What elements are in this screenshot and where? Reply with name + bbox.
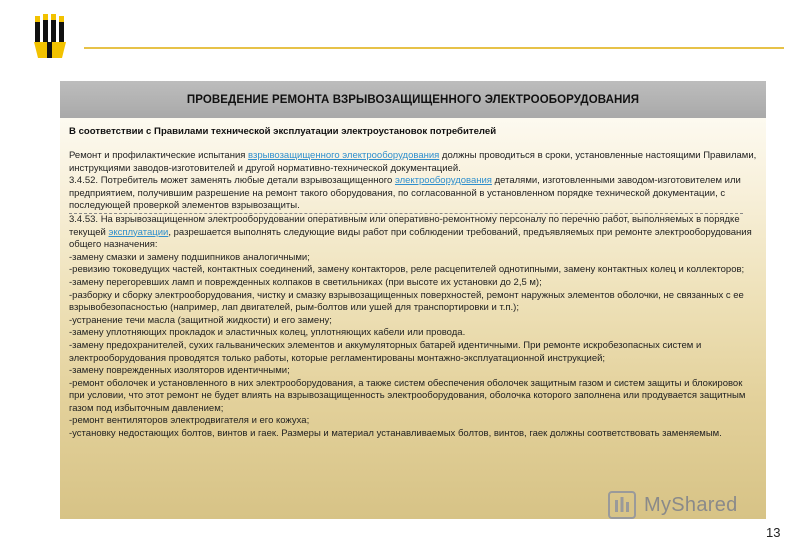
list-item: -установку недостающих болтов, винтов и гаек. Размеры и материал устанавливаемых болтов, винтов, гаек должны соответствовать заменяемым. (69, 428, 722, 440)
intro-text-end: должны проводиться в сроки, установленные настоящими Правилами, инструкциями заводов-изготовителей и другой нормативно-технической документацией. (69, 150, 757, 174)
intro-paragraph (69, 150, 758, 175)
content-panel (60, 118, 766, 519)
clause-3-4-52-link[interactable]: электрооборудования (394, 175, 492, 187)
company-logo (32, 14, 72, 62)
list-item: -разборку и сборку электрооборудования, чистку и смазку взрывозащищенных поверхностей, ремонт наружных элементов оболочки, не связанных с ее взрывобезопасностью (например, лап двигателей, рым-болтов или ушей для транспортировки и т.п.); (69, 289, 744, 314)
page-number: 13 (766, 525, 781, 540)
clause-3-4-52-start: 3.4.52. Потребитель может заменять любые детали взрывозащищенного (69, 175, 395, 187)
panel-subtitle: В соответствии с Правилами технической эксплуатации электроустановок потребителей (69, 126, 497, 137)
clause-3-4-53-link[interactable]: эксплуатации (108, 226, 169, 238)
list-item: -замену перегоревших ламп и поврежденных колпаков в светильниках (при высоте их установки до 2,5 м); (69, 276, 542, 288)
slide-header (60, 81, 766, 118)
list-item: -ремонт оболочек и установленного в них электрооборудования, а также систем обеспечения оболочек защитным газом и систем защиты и блокировок при условии, что этот ремонт не будет влиять на взрывозащищенность электрооборудования, оболочка которого заполнена или продувается защитным газом под избыточным давлением; (69, 377, 746, 414)
top-accent-line (84, 47, 784, 49)
list-item: -устранение течи масла (защитной жидкости) и его замену; (69, 314, 332, 326)
clause-3-4-52-end: деталями, изготовленными заводом-изготовителем или предприятием, получившим разрешение на ремонт такого оборудования, по согласованной в установленном порядке технической документации, с последующей проверкой элементов взрывозащиты. (69, 175, 741, 212)
clause-3-4-52 (69, 175, 758, 213)
clause-3-4-53 (69, 214, 758, 252)
panel-body (69, 150, 758, 441)
myshared-logo-icon (608, 491, 636, 519)
list-item: -замену поврежденных изоляторов идентичными; (69, 365, 290, 377)
clause-3-4-53-start: 3.4.53. На взрывозащищенном электрооборудовании оперативным или оперативно-ремонтному персоналу по перечню работ, выполняемых в порядке текущей (69, 213, 740, 238)
list-item: -замену предохранителей, сухих гальванических элементов и аккумуляторных батарей идентичными. При ремонте искробезопасных систем и электрооборудования проводятся только работы, которые регламентированы монтажно-эксплуатационной инструкцией; (69, 339, 702, 364)
list-item: -ревизию токоведущих частей, контактных соединений, замену контакторов, реле расцепителей однотипными, замену контактных колец и коллекторов; (69, 264, 745, 276)
watermark (608, 491, 738, 519)
list-item: -замену смазки и замену подшипников аналогичными; (69, 251, 310, 263)
intro-link[interactable]: взрывозащищенного электрооборудования (248, 150, 440, 161)
watermark-text: MyShared (644, 493, 738, 516)
intro-text-start: Ремонт и профилактические испытания (69, 150, 249, 161)
clause-3-4-53-end: , разрешается выполнять следующие виды работ при соблюдении требований, предъявляемых при ремонте электрооборудования общего назначения: (69, 226, 752, 251)
slide-title: ПРОВЕДЕНИЕ РЕМОНТА ВЗРЫВОЗАЩИЩЕННОГО ЭЛЕКТРООБОРУДОВАНИЯ (186, 93, 640, 106)
list-item: -ремонт вентиляторов электродвигателя и его кожуха; (69, 415, 310, 427)
list-item: -замену уплотняющих прокладок и эластичных колец, уплотняющих кабели или провода. (69, 327, 466, 339)
